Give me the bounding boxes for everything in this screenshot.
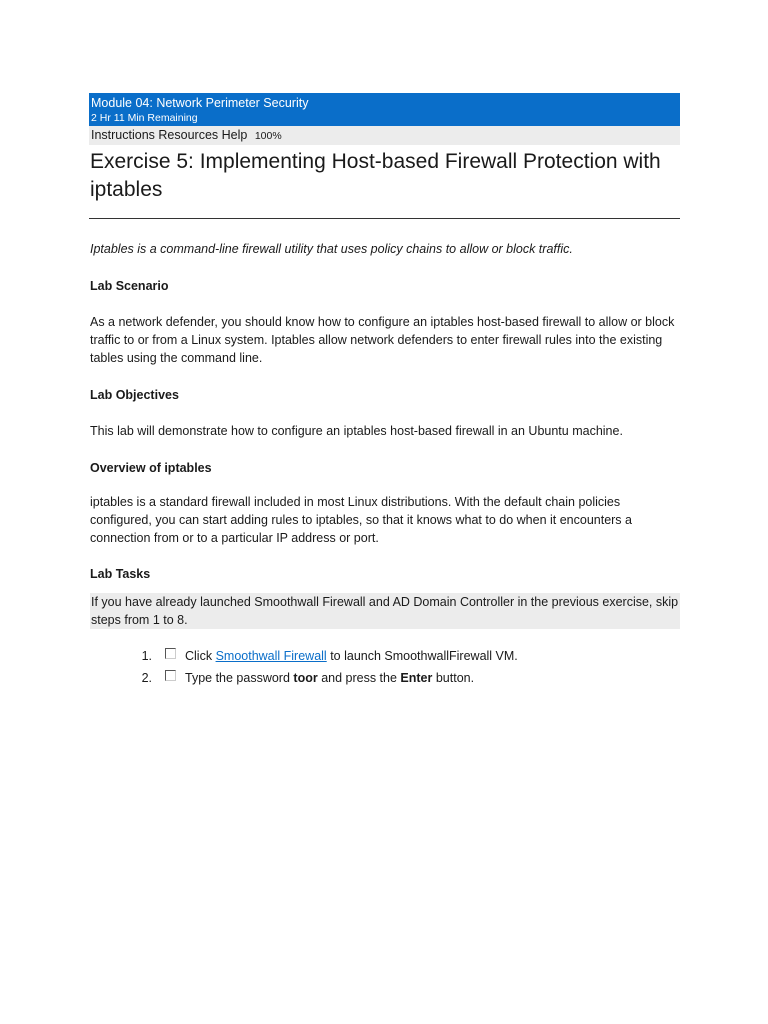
menu-resources[interactable]: Resources: [158, 128, 219, 142]
step-suffix: to launch SmoothwallFirewall VM.: [326, 649, 518, 663]
step-text: [185, 645, 518, 667]
lab-scenario-heading: Lab Scenario: [90, 279, 169, 293]
enter-key-label: Enter: [400, 671, 433, 685]
step-checkbox[interactable]: [165, 670, 176, 681]
menu-instructions[interactable]: Instructions: [91, 128, 155, 142]
step-checkbox[interactable]: [165, 648, 176, 659]
lab-scenario-text: As a network defender, you should know how to configure an iptables host-based firewall to allow or block traffic to or from a Linux system. Iptables allow network defenders to enter firewall rules into the existing tables using the command line.: [90, 315, 675, 365]
smoothwall-firewall-link[interactable]: Smoothwall Firewall: [215, 649, 327, 663]
step-number: 1.: [141, 649, 152, 663]
lab-content: [89, 240, 680, 689]
task-step: [90, 645, 680, 667]
overview-text: iptables is a standard firewall included in most Linux distributions. With the default chain policies configured, you can start adding rules to iptables, so that it knows what to do when it encounters a connection from or to a particular IP address or port.: [90, 495, 632, 545]
task-step: [90, 667, 680, 689]
title-divider: [89, 218, 680, 219]
step-number: 2.: [141, 671, 152, 685]
menu-bar: [89, 126, 680, 145]
step-text: [185, 667, 474, 689]
task-steps: [90, 645, 680, 689]
header-bar: [89, 93, 680, 126]
password-value: toor: [293, 671, 318, 685]
lab-objectives-heading: Lab Objectives: [90, 388, 179, 402]
step-middle: and press the: [317, 671, 401, 685]
intro-text: Iptables is a command-line firewall utility that uses policy chains to allow or block traffic.: [90, 242, 573, 256]
step-prefix: Click: [185, 649, 216, 663]
zoom-level[interactable]: 100%: [254, 130, 282, 142]
lab-frame: [89, 93, 680, 689]
time-remaining: 2 Hr 11 Min Remaining: [91, 112, 198, 124]
lab-objectives-text: This lab will demonstrate how to configure an iptables host-based firewall in an Ubuntu machine.: [90, 424, 623, 438]
exercise-title: Exercise 5: Implementing Host-based Firewall Protection with iptables: [90, 150, 661, 201]
module-title: Module 04: Network Perimeter Security: [91, 96, 309, 110]
overview-heading: Overview of iptables: [90, 461, 212, 475]
step-prefix: Type the password: [185, 671, 294, 685]
lab-tasks-heading: Lab Tasks: [90, 567, 151, 581]
menu-help[interactable]: Help: [221, 128, 248, 142]
notice-box: If you have already launched Smoothwall Firewall and AD Domain Controller in the previous exercise, skip steps from 1 to 8.: [91, 595, 679, 627]
step-suffix: button.: [432, 671, 475, 685]
